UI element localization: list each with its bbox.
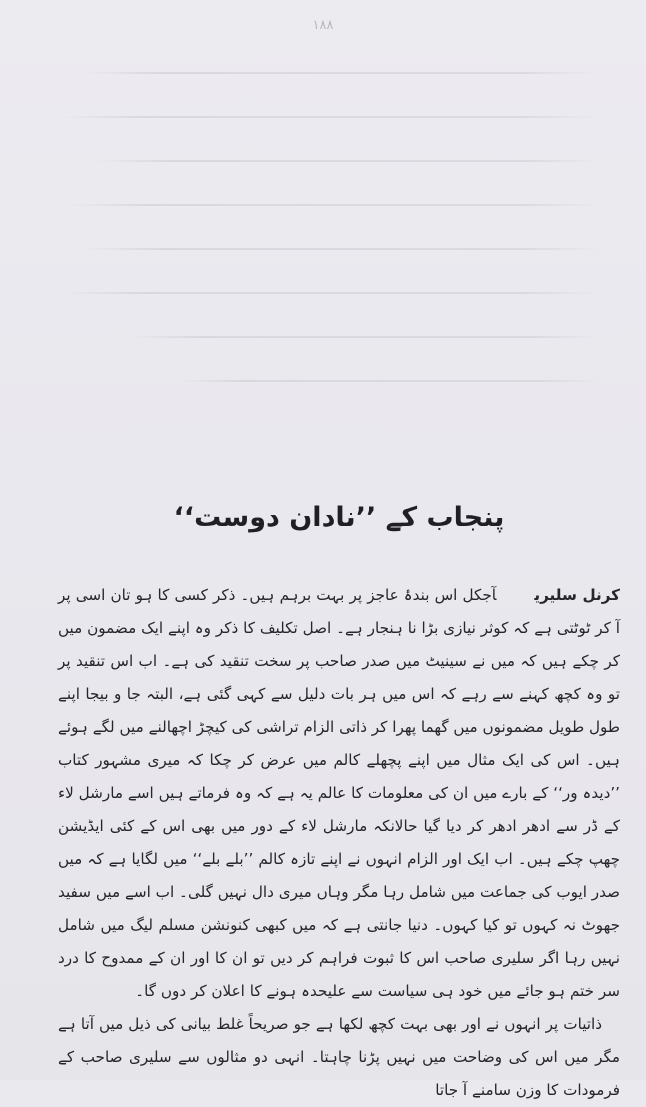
paragraph-1 <box>58 579 620 1008</box>
reverse-page-bleed-through <box>60 20 600 420</box>
paragraph-2: ذاتیات پر انہوں نے اور بھی بہت کچھ لکھا ہے جو صریحاً غلط بیانی کی ذیل میں آتا ہے مگر میں اس کی وضاحت میں نہیں پڑنا چاہتا۔ انہی دو مثالوں سے سلیری صاحب کے فرمودات کا وزن سامنے آ جاتا <box>58 1015 620 1100</box>
article <box>58 500 620 1107</box>
page-number: ۱۸۸ <box>312 18 334 33</box>
paragraph-1-text: آجکل اس بندۂ عاجز پر بہت برہم ہیں۔ ذکر کسی کا ہو تان اسی پر آ کر ٹوٹتی ہے کہ کوثر نیازی بڑا نا ہنجار ہے۔ اصل تکلیف کا ذکر وہ اپنے ایک مضمون میں کر چکے ہیں کہ میں نے سینیٹ میں صدر صاحب پر سخت تنقید کی ہے۔ اب اس تنقید پر تو وہ کچھ کہنے سے رہے کہ اس میں ہر بات دلیل سے کہی گئی ہے، البتہ جا و بیجا اپنے طول طویل مضمونوں میں گھما پھرا کر ذاتی الزام تراشی کی کیچڑ اچھالنے میں لگے ہوئے ہیں۔ اس کی ایک مثال میں اپنے پچھلے کالم میں عرض کر چکا کہ میری مشہور کتاب ’’دیدہ ور‘‘ کے بارے میں ان کی معلومات کا عالم یہ ہے کہ وہ فرماتے ہیں اسے مارشل لاء کے ڈر سے ادھر ادھر کر دیا گیا حالانکہ مارشل لاء کے دور میں بھی اس کے کئی ایڈیشن چھپ چکے ہیں۔ اب ایک اور الزام انہوں نے اپنے تازہ کالم ’’بلے بلے‘‘ میں لگایا ہے کہ میں صدر ایوب کی جماعت میں شامل رہا مگر وہاں میری دال نہیں گلی۔ اب اسے میں سفید جھوٹ نہ کہوں تو کیا کہوں۔ دنیا جانتی ہے کہ میں کبھی کنونشن مسلم لیگ میں شامل نہیں رہا اگر سلیری صاحب اس کا ثبوت فراہم کر دیں تو ان کا اور ان کے ممدوح کا درد سر ختم ہو جائے میں خود ہی سیاست سے علیحدہ ہونے کا اعلان کر دوں گا۔ <box>58 586 620 1001</box>
article-body <box>58 579 620 1107</box>
article-title: پنجاب کے ’’نادان دوست‘‘ <box>173 502 505 533</box>
author-name: کرنل سلیری <box>534 586 620 605</box>
